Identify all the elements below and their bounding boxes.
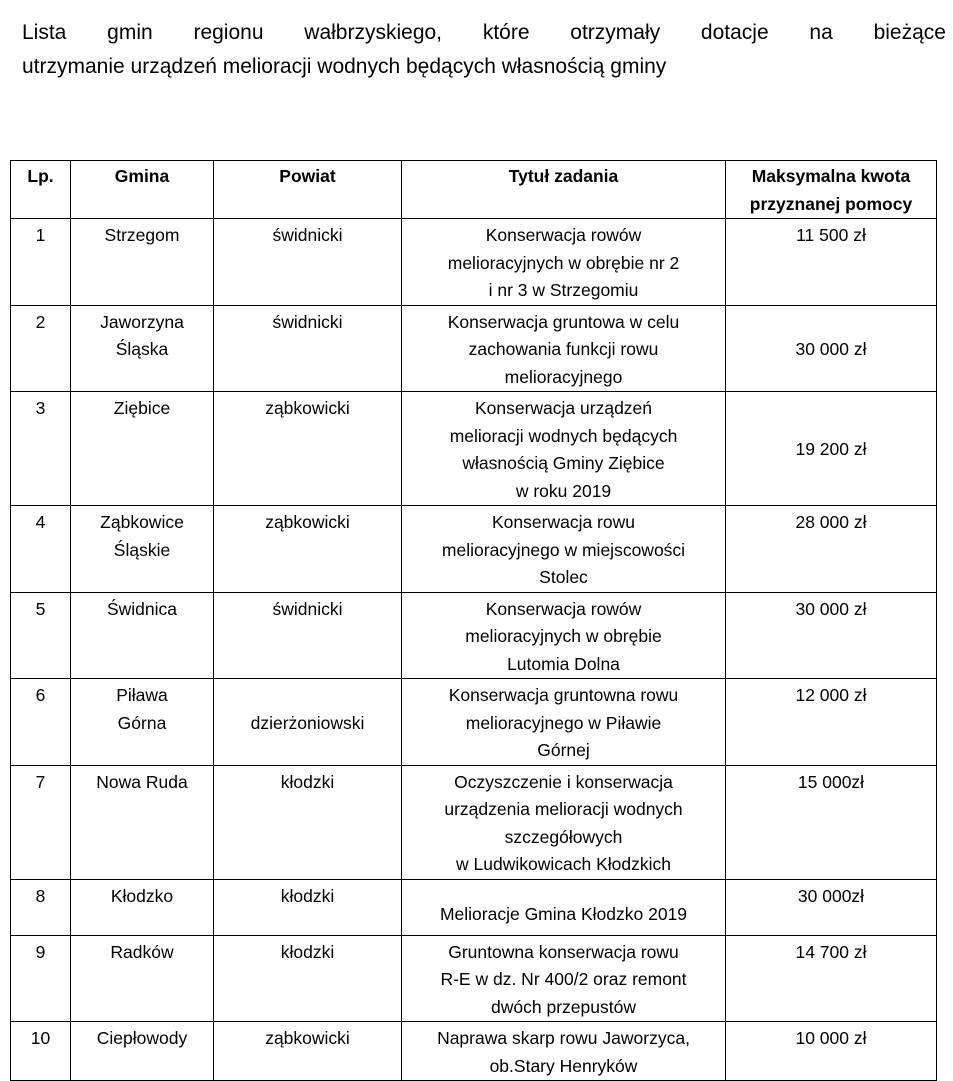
tytul-line: Gruntowna konserwacja rowu (448, 941, 679, 962)
title-word: dotacje (700, 21, 769, 44)
cell-lp: 4 (11, 506, 71, 593)
table-row (11, 506, 937, 593)
cell-kwota: 15 000zł (726, 765, 937, 879)
tytul-line: Konserwacja gruntowna rowu (448, 685, 679, 705)
tytul-line: Oczyszczenie i konserwacja (454, 771, 673, 792)
cell-powiat: kłodzki (214, 765, 402, 879)
header-gmina: Gmina (71, 161, 214, 219)
gmina-line: Nowa Ruda (96, 771, 188, 792)
header-lp: Lp. (11, 161, 71, 219)
table-row (11, 392, 937, 506)
tytul-line: Stolec (539, 567, 588, 587)
gmina-line: Ciepłowody (96, 1028, 188, 1048)
title-word: bieżące (873, 21, 946, 44)
cell-kwota: 30 000 zł (726, 592, 937, 679)
cell-lp: 5 (11, 592, 71, 679)
tytul-line: R-E w dz. Nr 400/2 oraz remont (440, 969, 687, 989)
table-row (11, 765, 937, 879)
tytul-line: melioracyjnych w obrębie (465, 626, 662, 646)
tytul-line: w roku 2019 (515, 480, 612, 501)
tytul-line: Konserwacja rowów (485, 598, 642, 619)
title-line-2: utrzymanie urządzeń melioracji wodnych będących własnością gminy (22, 55, 667, 78)
cell-lp: 8 (11, 879, 71, 935)
cell-lp: 3 (11, 392, 71, 506)
tytul-line: Konserwacja rowu (492, 512, 635, 532)
cell-kwota: 14 700 zł (726, 935, 937, 1022)
table-header-row (11, 161, 937, 219)
cell-powiat: świdnicki (214, 592, 402, 679)
tytul-line: Górnej (537, 740, 590, 760)
cell-lp: 7 (11, 765, 71, 879)
gmina-line: Kłodzko (110, 885, 174, 906)
cell-gmina (71, 392, 214, 506)
tytul-line: Konserwacja gruntowa w celu (447, 311, 680, 332)
table-row (11, 592, 937, 679)
cell-gmina (71, 765, 214, 879)
tytul-line: zachowania funkcji rowu (468, 339, 659, 359)
table-row (11, 219, 937, 306)
cell-powiat: ząbkowicki (214, 506, 402, 593)
gmina-line: Górna (117, 712, 167, 733)
cell-kwota: 12 000 zł (726, 679, 937, 766)
cell-gmina (71, 1022, 214, 1081)
table-row (11, 879, 937, 935)
table-row (11, 305, 937, 392)
cell-gmina (71, 679, 214, 766)
gmina-line: Ziębice (113, 398, 171, 418)
gmina-line: Świdnica (106, 598, 178, 619)
gmina-line: Strzegom (104, 225, 180, 245)
cell-lp: 9 (11, 935, 71, 1022)
cell-powiat: kłodzki (214, 935, 402, 1022)
cell-gmina (71, 879, 214, 935)
title-word: na (809, 21, 833, 44)
tytul-line: melioracyjnego w Piławie (465, 712, 662, 733)
cell-powiat: dzierżoniowski (214, 679, 402, 766)
tytul-line: melioracyjnych w obrębie nr 2 (447, 252, 680, 273)
tytul-line: Melioracje Gmina Kłodzko 2019 (439, 904, 688, 924)
tytul-line: Lutomia Dolna (507, 653, 620, 674)
cell-lp: 10 (11, 1022, 71, 1081)
gmina-line: Jaworzyna (100, 311, 184, 332)
cell-lp: 1 (11, 219, 71, 306)
title-word: gmin (107, 21, 153, 44)
table-row (11, 1022, 937, 1081)
tytul-line: i nr 3 w Strzegomiu (488, 280, 639, 300)
tytul-line: urządzenia melioracji wodnych (444, 799, 683, 819)
cell-kwota: 30 000zł (726, 879, 937, 935)
cell-gmina (71, 935, 214, 1022)
cell-tytul (402, 765, 726, 879)
gmina-line: Piława (116, 685, 168, 705)
header-kwota (726, 161, 937, 219)
cell-powiat: ząbkowicki (214, 1022, 402, 1081)
cell-kwota: 10 000 zł (726, 1022, 937, 1081)
cell-lp: 2 (11, 305, 71, 392)
title-line-1 (22, 16, 946, 50)
tytul-line: Konserwacja rowów (485, 225, 642, 245)
cell-powiat: świdnicki (214, 305, 402, 392)
cell-tytul (402, 679, 726, 766)
tytul-line: melioracyjnego w miejscowości (441, 539, 686, 560)
document-title (22, 16, 946, 84)
cell-tytul (402, 1022, 726, 1081)
header-kwota-line-2: przyznanej pomocy (749, 193, 913, 214)
title-word: otrzymały (570, 21, 661, 44)
cell-tytul (402, 935, 726, 1022)
cell-kwota: 30 000 zł (726, 305, 937, 392)
cell-kwota: 28 000 zł (726, 506, 937, 593)
tytul-line: w Ludwikowicach Kłodzkich (456, 854, 671, 874)
tytul-line: melioracji wodnych będących (449, 425, 678, 446)
cell-gmina (71, 592, 214, 679)
cell-tytul (402, 219, 726, 306)
cell-tytul (402, 392, 726, 506)
cell-powiat: kłodzki (214, 879, 402, 935)
tytul-line: melioracyjnego (504, 366, 623, 387)
tytul-line: szczegółowych (504, 826, 623, 847)
cell-powiat: ząbkowicki (214, 392, 402, 506)
subsidy-table (10, 160, 937, 1081)
header-powiat: Powiat (214, 161, 402, 219)
title-word: wałbrzyskiego, (304, 21, 443, 44)
tytul-line: dwóch przepustów (491, 996, 636, 1017)
cell-kwota: 11 500 zł (726, 219, 937, 306)
cell-tytul (402, 305, 726, 392)
cell-tytul (402, 592, 726, 679)
title-word: Lista (22, 21, 67, 44)
title-word: regionu (193, 21, 264, 44)
header-kwota-line-1: Maksymalna kwota (751, 166, 911, 186)
table-row (11, 679, 937, 766)
gmina-line: Śląska (115, 339, 169, 359)
cell-gmina (71, 305, 214, 392)
cell-kwota: 19 200 zł (726, 392, 937, 506)
gmina-line: Ząbkowice (100, 512, 184, 532)
cell-lp: 6 (11, 679, 71, 766)
table-row (11, 935, 937, 1022)
gmina-line: Śląskie (113, 539, 171, 560)
title-word: które (482, 21, 530, 44)
header-tytul: Tytuł zadania (402, 161, 726, 219)
cell-tytul (402, 879, 726, 935)
cell-tytul (402, 506, 726, 593)
tytul-line: Konserwacja urządzeń (474, 398, 653, 418)
tytul-line: ob.Stary Henryków (489, 1055, 638, 1076)
tytul-line: własnością Gminy Ziębice (462, 453, 665, 473)
cell-powiat: świdnicki (214, 219, 402, 306)
cell-gmina (71, 219, 214, 306)
cell-gmina (71, 506, 214, 593)
gmina-line: Radków (110, 941, 174, 962)
tytul-line: Naprawa skarp rowu Jaworzyca, (437, 1028, 690, 1048)
